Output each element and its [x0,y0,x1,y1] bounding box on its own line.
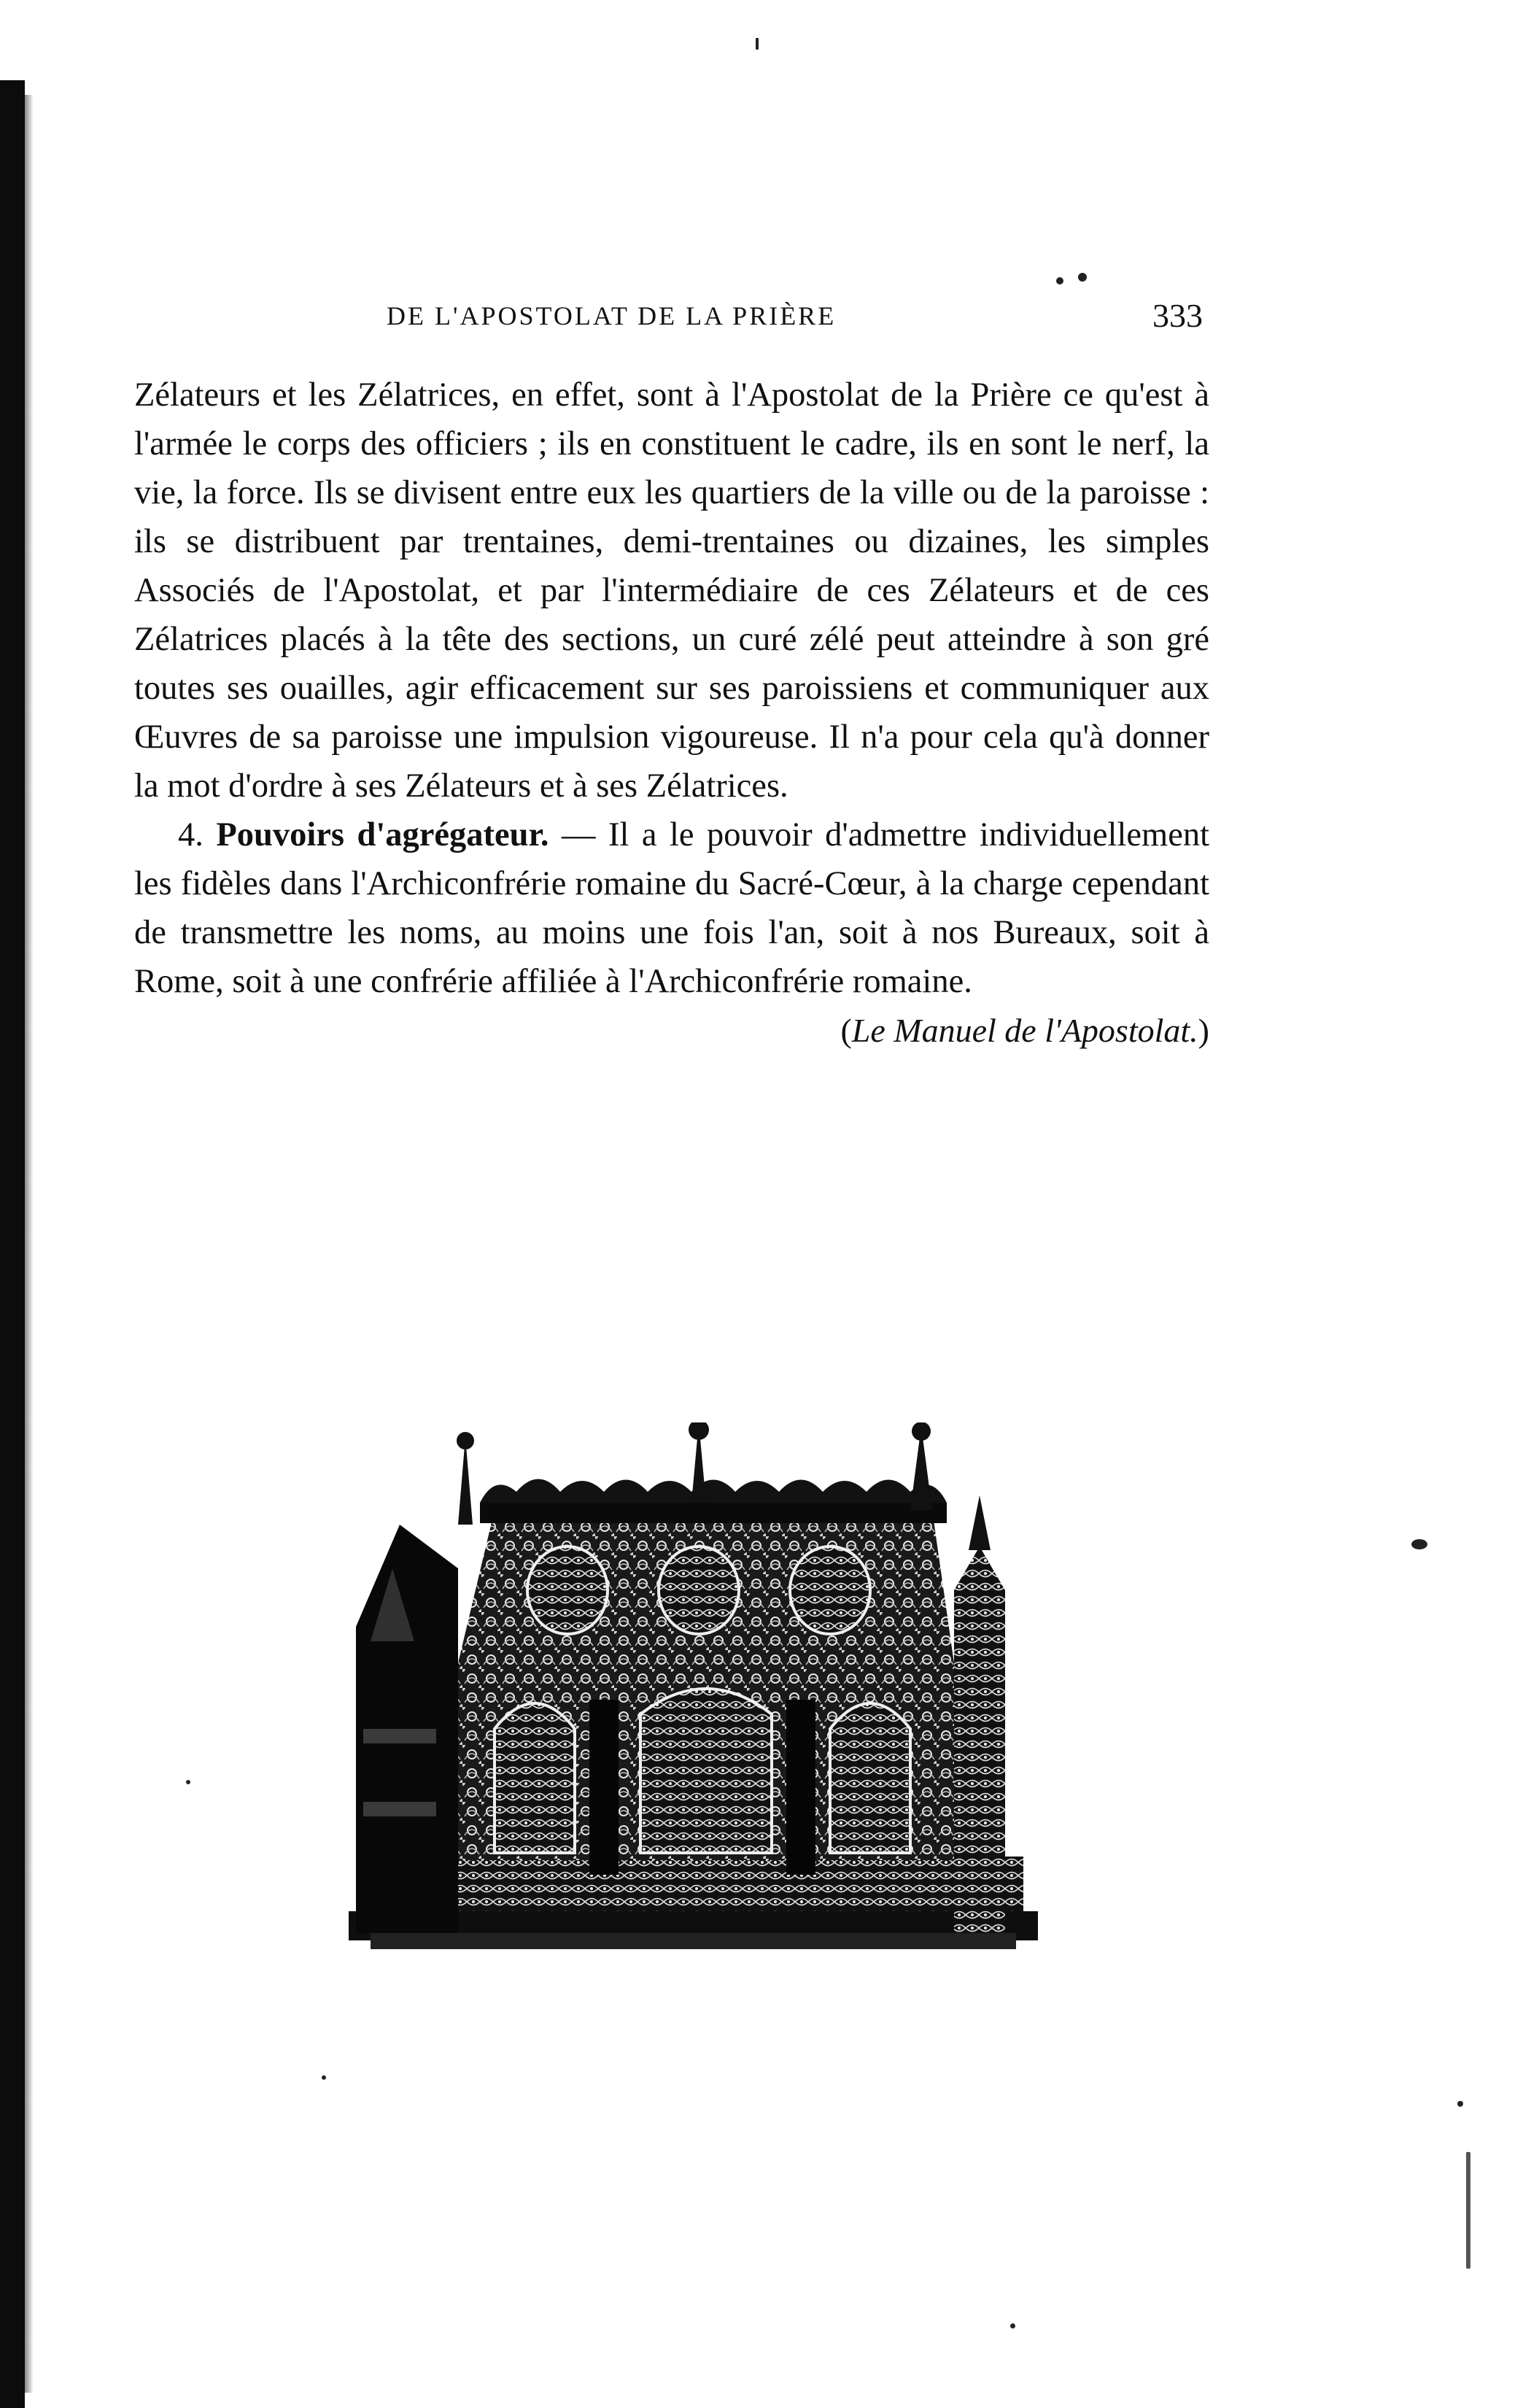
print-speck [1078,273,1087,282]
page-number: 333 [1152,297,1203,334]
print-speck [186,1780,190,1784]
body-text [134,371,1209,1055]
paragraph-2 [134,810,1209,1006]
print-speck [1056,277,1063,284]
binding-edge [0,80,25,2408]
print-speck [1010,2323,1015,2328]
paragraph-2-label: Pouvoirs d'agrégateur. [216,816,549,853]
source-title: Le Manuel de l'Apostolat. [851,1012,1198,1049]
print-speck [756,38,759,50]
running-head: DE L'APOSTOLAT DE LA PRIÈRE [387,301,837,330]
reliquary-illustration [349,1422,1038,1962]
source-citation: (Le Manuel de l'Apostolat.) [840,1012,1209,1049]
print-speck [1457,2101,1463,2107]
paragraph-1: Zélateurs et les Zélatrices, en effet, sont à l'Apostolat de la Prière ce qu'est à l'armée le corps des officiers ; ils en constituent le cadre, ils en sont le nerf, la vie, la force. Ils se divisent entre eux les quartiers de la ville ou de la paroisse : ils se distribuent par trentaines, demi-trentaines ou dizaines, les simples Associés de l'Apostolat, et par l'intermédiaire de ces Zélateurs et de ces Zélatrices placés à la tête des sections, un curé zélé peut atteindre à son gré toutes ses ouailles, agir efficacement sur ses paroissiens et communiquer aux Œuvres de sa paroisse une impulsion vigoureuse. Il n'a pour cela qu'à donner la mot d'ordre à ses Zélateurs et à ses Zélatrices. [134,376,1209,805]
paragraph-2-number: 4. [178,816,204,853]
print-speck [322,2075,326,2080]
binding-shadow [25,95,34,2393]
print-speck [1411,1539,1427,1549]
paragraph-2-text: — Il a le pouvoir d'admettre individuellement les fidèles dans l'Archiconfrérie romaine du Sacré-Cœur, à la charge cependant de transmettre les noms, au moins une fois l'an, soit à nos Bureaux, soit à Rome, soit à une confrérie affiliée à l'Archiconfrérie romaine. [134,816,1209,1000]
print-speck [1466,2152,1470,2269]
page-header [139,290,1214,341]
